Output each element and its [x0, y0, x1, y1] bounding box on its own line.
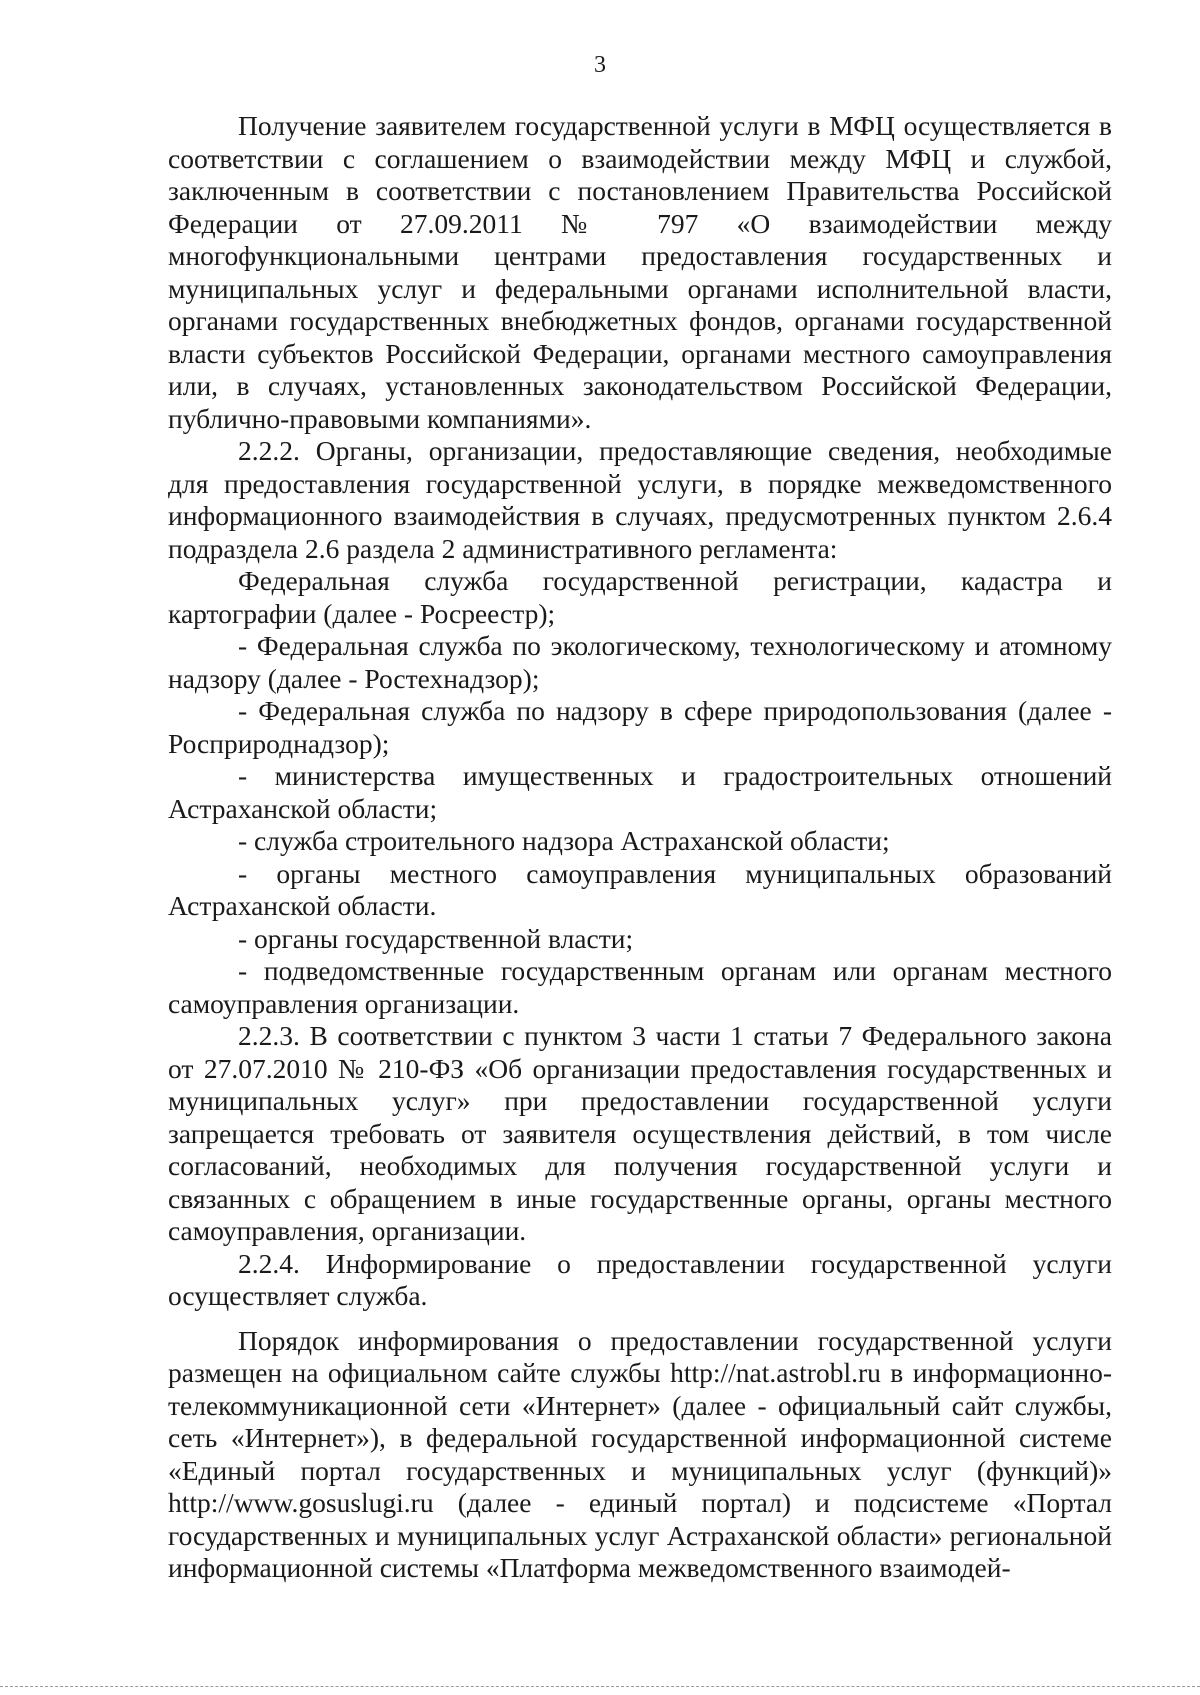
- paragraph-2-2-3: 2.2.3. В соответствии с пунктом 3 части 1 статьи 7 Федерального закона от 27.07.2010 № 210-ФЗ «Об организации предоставления государственных и муниципальных услуг» при предоставлении государственной услуги запрещается требовать от заявителя осуществления действий, в том числе согласований, необходимых для получения государственной услуги и связанных с обращением в иные государственные органы, органы местного самоуправления, организации.: [168, 1020, 1112, 1246]
- scan-edge-line: [0, 1686, 1200, 1687]
- list-item-ministry-property: - министерства имущественных и градостроительных отношений Астраханской области;: [168, 760, 1112, 824]
- list-item-rostekhnadzor: - Федеральная служба по экологическому, технологическому и атомному надзору (далее - Ростехнадзор);: [168, 630, 1112, 694]
- paragraph-informing-order: Порядок информирования о предоставлении государственной услуги размещен на официальном сайте службы http://nat.astrobl.ru в информационно-телекоммуникационной сети «Интернет» (далее - официальный сайт службы, сеть «Интернет»), в федеральной государственной информационной системе «Единый портал государственных и муниципальных услуг (функций)» http://www.gosuslugi.ru (далее - единый портал) и подсистеме «Портал государственных и муниципальных услуг Астраханской области» региональной информационной системы «Платформа межведомственного взаимодей-: [168, 1324, 1112, 1583]
- list-item-local-government: - органы местного самоуправления муниципальных образований Астраханской области.: [168, 857, 1112, 921]
- list-item-state-authorities: - органы государственной власти;: [238, 922, 634, 954]
- list-item-subordinate-organizations: - подведомственные государственным органам или органам местного самоуправления организации.: [168, 955, 1112, 1019]
- document-body: [168, 110, 1112, 1585]
- list-item-rosprirodnadzor: - Федеральная служба по надзору в сфере природопользования (далее - Росприроднадзор);: [168, 695, 1112, 759]
- list-item-construction-supervision: - служба строительного надзора Астраханской области;: [238, 825, 890, 856]
- page-number: 3: [594, 52, 606, 78]
- paragraph-2-2-4: 2.2.4. Информирование о предоставлении государственной услуги осуществляет служба.: [168, 1247, 1112, 1311]
- list-item-rosreestr: Федеральная служба государственной регистрации, кадастра и картографии (далее - Росреестр);: [168, 565, 1112, 629]
- paragraph-2-2-2: 2.2.2. Органы, организации, предоставляющие сведения, необходимые для предоставления государственной услуги, в порядке межведомственного информационного взаимодействия в случаях, предусмотренных пунктом 2.6.4 подраздела 2.6 раздела 2 административного регламента:: [168, 435, 1112, 564]
- paragraph-mfc-receipt: Получение заявителем государственной услуги в МФЦ осуществляется в соответствии с соглашением о взаимодействии между МФЦ и службой, заключенным в соответствии с постановлением Правительства Российской Федерации от 27.09.2011 № 797 «О взаимодействии между многофункциональными центрами предоставления государственных и муниципальных услуг и федеральными органами исполнительной власти, органами государственных внебюджетных фондов, органами государственной власти субъектов Российской Федерации, органами местного самоуправления или, в случаях, установленных законодательством Российской Федерации, публично-правовыми компаниями».: [168, 110, 1112, 434]
